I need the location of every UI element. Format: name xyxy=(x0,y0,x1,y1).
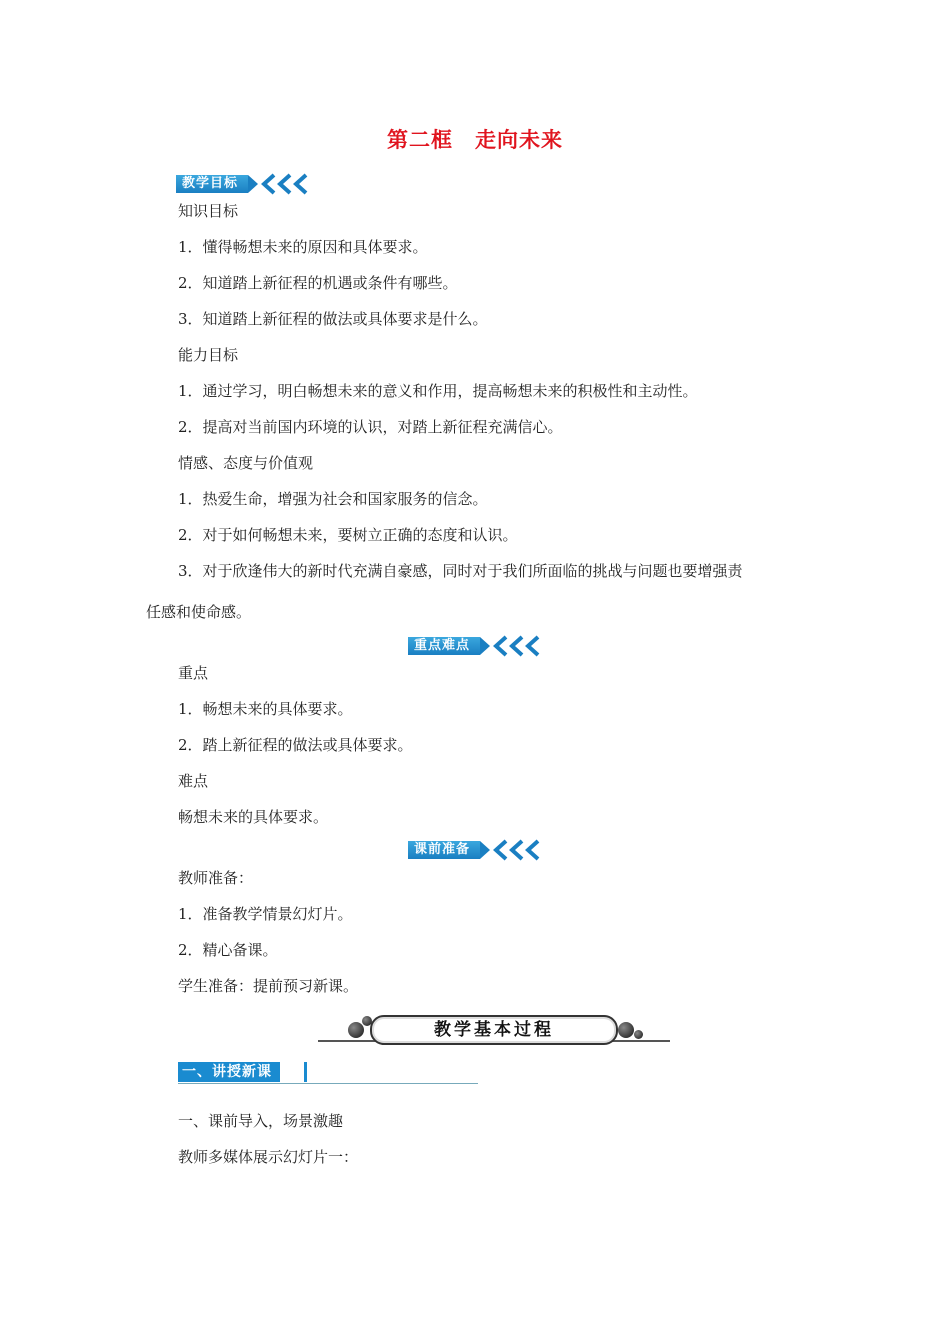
chevrons-icon xyxy=(260,173,316,195)
emotion-item: 3．对于欣逢伟大的新时代充满自豪感，同时对于我们所面临的挑战与问题也要增强责 xyxy=(178,562,743,580)
key-item: 1．畅想未来的具体要求。 xyxy=(178,700,353,718)
ability-item: 2．提高对当前国内环境的认识，对踏上新征程充满信心。 xyxy=(178,418,563,436)
key-heading: 重点 xyxy=(178,664,209,682)
lesson-step-heading: 一、课前导入，场景激趣 xyxy=(178,1112,344,1130)
difficult-heading: 难点 xyxy=(178,772,209,790)
teacher-item: 2．精心备课。 xyxy=(178,941,278,959)
ability-heading: 能力目标 xyxy=(178,346,239,364)
knowledge-item: 1．懂得畅想未来的原因和具体要求。 xyxy=(178,238,428,256)
chevrons-icon xyxy=(492,635,548,657)
emotion-item: 2．对于如何畅想未来，要树立正确的态度和认识。 xyxy=(178,526,518,544)
preparation-banner xyxy=(408,839,548,861)
keypoints-banner-label: 重点难点 xyxy=(408,637,480,655)
chevrons-icon xyxy=(492,839,548,861)
knowledge-item: 2．知道踏上新征程的机遇或条件有哪些。 xyxy=(178,274,458,292)
section-banner-label: 一、讲授新课 xyxy=(178,1062,280,1082)
knowledge-heading: 知识目标 xyxy=(178,202,239,220)
difficult-item: 畅想未来的具体要求。 xyxy=(178,808,329,826)
objectives-banner xyxy=(176,173,316,195)
emotion-heading: 情感、态度与价值观 xyxy=(178,454,314,472)
lesson-step-text: 教师多媒体展示幻灯片一： xyxy=(178,1148,359,1166)
student-preparation: 学生准备：提前预习新课。 xyxy=(178,977,359,995)
section-banner xyxy=(178,1060,478,1086)
emotion-item-continued: 任感和使命感。 xyxy=(146,603,252,621)
ability-item: 1．通过学习，明白畅想未来的意义和作用，提高畅想未来的积极性和主动性。 xyxy=(178,382,698,400)
teacher-heading: 教师准备： xyxy=(178,869,254,887)
keypoints-banner xyxy=(408,635,548,657)
preparation-banner-label: 课前准备 xyxy=(408,841,480,859)
process-banner-label: 教学基本过程 xyxy=(370,1015,618,1045)
emotion-item: 1．热爱生命，增强为社会和国家服务的信念。 xyxy=(178,490,488,508)
teacher-item: 1．准备教学情景幻灯片。 xyxy=(178,905,353,923)
page-title: 第二框 走向未来 xyxy=(387,127,563,152)
knowledge-item: 3．知道踏上新征程的做法或具体要求是什么。 xyxy=(178,310,488,328)
key-item: 2．踏上新征程的做法或具体要求。 xyxy=(178,736,413,754)
objectives-banner-label: 教学目标 xyxy=(176,175,248,193)
process-banner xyxy=(318,1012,670,1048)
